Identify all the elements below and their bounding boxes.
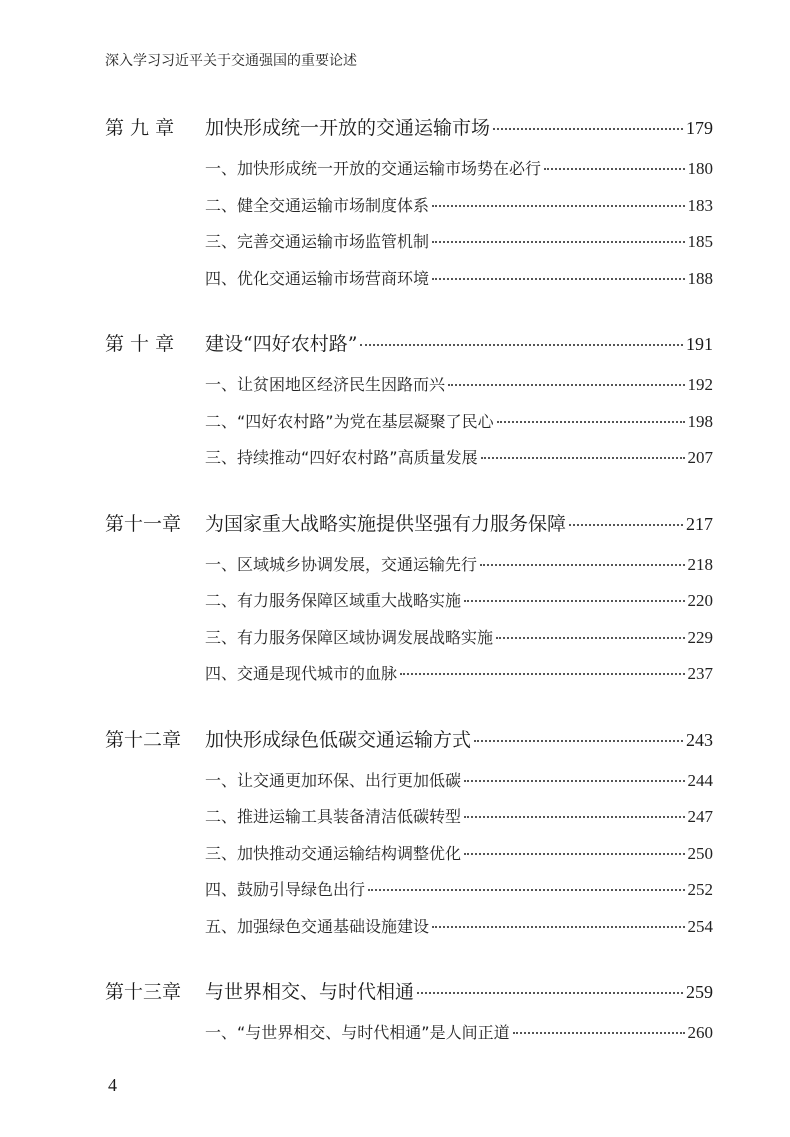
toc-section-entry[interactable] [205, 229, 713, 266]
dot-leader [464, 600, 684, 602]
dot-leader [513, 1032, 685, 1034]
toc-section-entry[interactable] [205, 372, 713, 409]
dot-leader [432, 241, 684, 243]
toc-chapter-entry[interactable] [105, 509, 713, 552]
section-title: 一、区域城乡协调发展，交通运输先行 [205, 554, 478, 574]
toc-section-entry[interactable] [205, 804, 713, 841]
dot-leader [569, 524, 683, 526]
toc-section-entry[interactable] [205, 552, 713, 589]
section-title: 三、完善交通运输市场监管机制 [205, 232, 430, 251]
dot-leader [480, 564, 684, 566]
chapter-title: 加快形成统一开放的交通运输市场 [205, 117, 491, 139]
toc-section-entry[interactable] [205, 914, 713, 951]
section-title: 一、让交通更加环保、出行更加低碳 [205, 770, 462, 790]
section-page-number: 247 [687, 807, 713, 826]
toc-chapter-entry[interactable] [105, 113, 713, 156]
toc-chapter-entry[interactable] [105, 977, 713, 1020]
dot-leader [474, 740, 683, 742]
section-page-number: 183 [687, 195, 713, 215]
dot-leader [400, 673, 684, 675]
chapter-page-number: 243 [686, 729, 713, 750]
toc-section-entry[interactable] [205, 841, 713, 878]
section-page-number: 180 [687, 159, 713, 178]
section-title: 一、加快形成统一开放的交通运输市场势在必行 [205, 159, 542, 178]
section-title: 二、“四好农村路”为党在基层凝聚了民心 [205, 411, 494, 431]
chapter-title: 为国家重大战略实施提供坚强有力服务保障 [205, 512, 567, 535]
dot-leader [417, 992, 683, 994]
section-title: 四、优化交通运输市场营商环境 [205, 268, 430, 288]
table-of-contents [105, 113, 713, 1084]
chapter-label: 第 十 章 [105, 333, 175, 355]
toc-section-entry[interactable] [205, 768, 713, 805]
toc-section-entry[interactable] [205, 588, 713, 625]
chapter-label: 第十三章 [105, 981, 182, 1003]
toc-section-entry[interactable] [205, 445, 713, 482]
toc-chapter-entry[interactable] [105, 329, 713, 372]
section-page-number: 192 [687, 375, 713, 394]
dot-leader [497, 421, 685, 423]
section-page-number: 185 [687, 232, 713, 251]
dot-leader [360, 344, 683, 346]
chapter-page-number: 259 [686, 982, 713, 1002]
section-page-number: 188 [687, 268, 713, 288]
toc-section-entry[interactable] [205, 266, 713, 303]
section-page-number: 260 [687, 1023, 713, 1042]
dot-leader [432, 205, 684, 207]
section-title: 二、有力服务保障区域重大战略实施 [205, 591, 462, 610]
chapter-block [105, 977, 713, 1057]
section-page-number: 244 [687, 770, 713, 790]
section-title: 三、加快推动交通运输结构调整优化 [205, 843, 462, 863]
section-title: 三、有力服务保障区域协调发展战略实施 [205, 627, 494, 647]
section-page-number: 252 [687, 880, 713, 899]
section-title: 一、让贫困地区经济民生因路而兴 [205, 375, 446, 394]
section-page-number: 254 [687, 916, 713, 936]
chapter-block [105, 725, 713, 951]
section-title: 一、“与世界相交、与时代相通”是人间正道 [205, 1023, 510, 1042]
section-title: 四、交通是现代城市的血脉 [205, 664, 398, 683]
dot-leader [464, 816, 684, 818]
chapter-label: 第十二章 [105, 728, 182, 751]
chapter-title: 建设“四好农村路” [205, 333, 358, 355]
toc-section-entry[interactable] [205, 877, 713, 914]
toc-section-entry[interactable] [205, 1020, 713, 1057]
section-page-number: 198 [687, 411, 713, 431]
section-title: 五、加强绿色交通基础设施建设 [205, 916, 430, 936]
dot-leader [481, 457, 685, 459]
dot-leader [464, 780, 684, 782]
chapter-block [105, 113, 713, 302]
dot-leader [464, 853, 684, 855]
chapter-page-number: 217 [686, 513, 713, 534]
section-page-number: 250 [687, 843, 713, 863]
section-page-number: 207 [687, 448, 713, 467]
chapter-page-number: 179 [686, 118, 713, 138]
toc-section-entry[interactable] [205, 156, 713, 193]
section-title: 四、鼓励引导绿色出行 [205, 880, 366, 899]
chapter-label: 第 九 章 [105, 117, 175, 139]
section-title: 二、推进运输工具装备清洁低碳转型 [205, 807, 462, 826]
dot-leader [432, 278, 684, 280]
toc-section-entry[interactable] [205, 409, 713, 446]
running-header: 深入学习习近平关于交通强国的重要论述 [105, 53, 357, 69]
section-title: 二、健全交通运输市场制度体系 [205, 195, 430, 215]
dot-leader [544, 168, 684, 170]
toc-section-entry[interactable] [205, 193, 713, 230]
section-title: 三、持续推动“四好农村路”高质量发展 [205, 448, 478, 467]
section-page-number: 218 [687, 554, 713, 574]
chapter-block [105, 329, 713, 482]
chapter-title: 与世界相交、与时代相通 [205, 981, 415, 1003]
section-page-number: 229 [687, 627, 713, 647]
chapter-label: 第十一章 [105, 512, 182, 535]
page-number: 4 [108, 1075, 117, 1095]
chapter-page-number: 191 [686, 334, 713, 354]
dot-leader [368, 889, 684, 891]
section-page-number: 237 [687, 664, 713, 683]
chapter-title: 加快形成绿色低碳交通运输方式 [205, 728, 472, 751]
dot-leader [448, 384, 684, 386]
dot-leader [496, 637, 684, 639]
dot-leader [493, 128, 683, 130]
toc-section-entry[interactable] [205, 625, 713, 662]
toc-section-entry[interactable] [205, 661, 713, 698]
dot-leader [432, 926, 684, 928]
chapter-block [105, 509, 713, 698]
section-page-number: 220 [687, 591, 713, 610]
toc-chapter-entry[interactable] [105, 725, 713, 768]
